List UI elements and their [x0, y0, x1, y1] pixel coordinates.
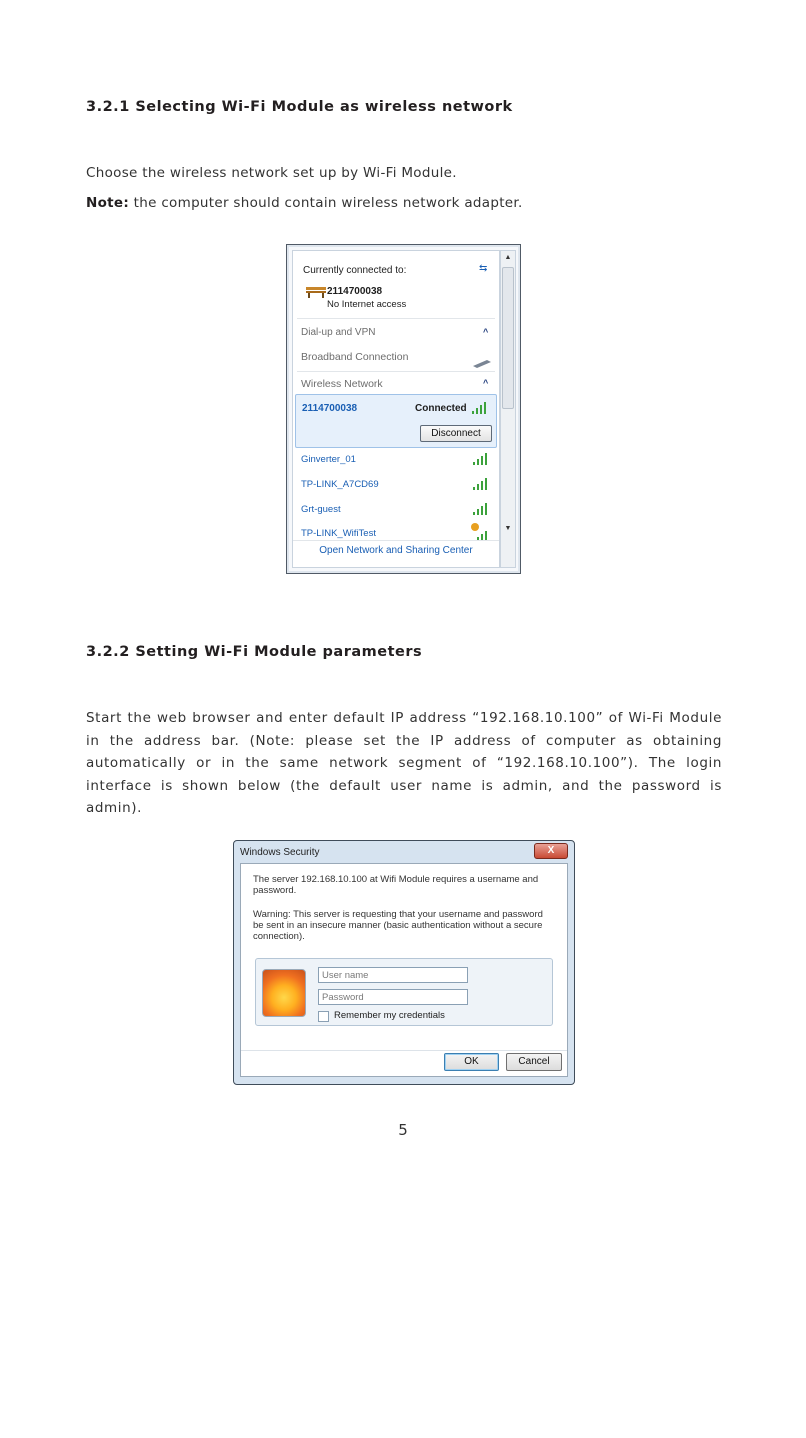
broadband-connection-label[interactable]: Broadband Connection: [301, 351, 409, 363]
user-avatar-icon: [262, 969, 306, 1017]
password-input[interactable]: Password: [318, 989, 468, 1005]
dialup-vpn-label[interactable]: Dial-up and VPN: [301, 327, 376, 338]
chevron-up-icon[interactable]: ^: [483, 378, 489, 388]
signal-strength-icon: [472, 400, 490, 414]
broadband-icon: [473, 355, 491, 363]
connected-to-label: Currently connected to:: [303, 265, 407, 276]
signal-strength-icon: [473, 451, 491, 465]
windows-security-dialog: [233, 840, 575, 1085]
signal-strength-icon: [477, 526, 495, 540]
disconnect-button[interactable]: Disconnect: [420, 425, 492, 442]
current-network-name: 2114700038: [327, 286, 383, 297]
page-number: 5: [398, 1121, 408, 1139]
network-item-tplink-wifitest[interactable]: TP-LINK_WifiTest: [301, 528, 376, 539]
divider: [293, 540, 499, 541]
scroll-up-arrow-icon[interactable]: ▲: [504, 254, 512, 261]
section-heading-3-2-2: 3.2.2 Setting Wi-Fi Module parameters: [86, 644, 423, 660]
dialog-title: Windows Security: [240, 847, 320, 858]
scrollbar-thumb[interactable]: [502, 267, 514, 409]
remember-credentials-label: Remember my credentials: [334, 1010, 445, 1021]
instruction-paragraph: Start the web browser and enter default IP address “192.168.10.100” of Wi-Fi Module in the address bar. (Note: please set the IP address of computer as obtaining automatically or in the same network segment of “192.168.10.100”). The login interface is shown below (the default user name is admin, and the password is admin).: [86, 710, 722, 816]
network-item-ginverter[interactable]: Ginverter_01: [301, 454, 356, 465]
note-paragraph: [86, 195, 523, 211]
network-item-grt-guest[interactable]: Grt-guest: [301, 504, 341, 515]
wireless-network-label[interactable]: Wireless Network: [301, 378, 383, 390]
divider: [297, 371, 495, 372]
current-network-status: No Internet access: [327, 299, 407, 310]
signal-strength-icon: [473, 501, 491, 515]
cancel-button[interactable]: Cancel: [506, 1053, 562, 1071]
scroll-down-arrow-icon[interactable]: ▼: [504, 525, 512, 532]
note-label: Note:: [86, 195, 130, 211]
open-network-sharing-center-link[interactable]: Open Network and Sharing Center: [319, 545, 473, 556]
refresh-icon[interactable]: ⇆: [479, 263, 488, 274]
dialog-body: [240, 863, 568, 1077]
scrollbar[interactable]: [500, 250, 516, 568]
credential-box: [255, 958, 553, 1026]
divider: [297, 318, 495, 319]
close-button[interactable]: X: [534, 843, 568, 859]
instruction-text: Choose the wireless network set up by Wi-Fi Module.: [86, 165, 457, 181]
section-heading-3-2-1: 3.2.1 Selecting Wi-Fi Module as wireless network: [86, 99, 513, 115]
ok-button[interactable]: OK: [444, 1053, 499, 1071]
network-list-panel: [292, 250, 500, 568]
network-item-tplink-a7cd69[interactable]: TP-LINK_A7CD69: [301, 479, 379, 490]
selected-network-name: 2114700038: [302, 403, 358, 414]
signal-strength-icon: [473, 476, 491, 490]
username-input[interactable]: User name: [318, 967, 468, 983]
connected-status: Connected: [415, 403, 467, 414]
note-text: the computer should contain wireless network adapter.: [129, 195, 523, 211]
remember-credentials-checkbox[interactable]: [318, 1011, 329, 1022]
bench-network-icon: [305, 284, 327, 298]
server-message: The server 192.168.10.100 at Wifi Module requires a username and password.: [253, 874, 539, 896]
wifi-network-popup: [286, 244, 521, 574]
warning-message: Warning: This server is requesting that your username and password be sent in an insecure manner (basic authentication without a secure connection).: [253, 909, 543, 942]
divider: [241, 1050, 567, 1051]
chevron-up-icon[interactable]: ^: [483, 327, 489, 337]
